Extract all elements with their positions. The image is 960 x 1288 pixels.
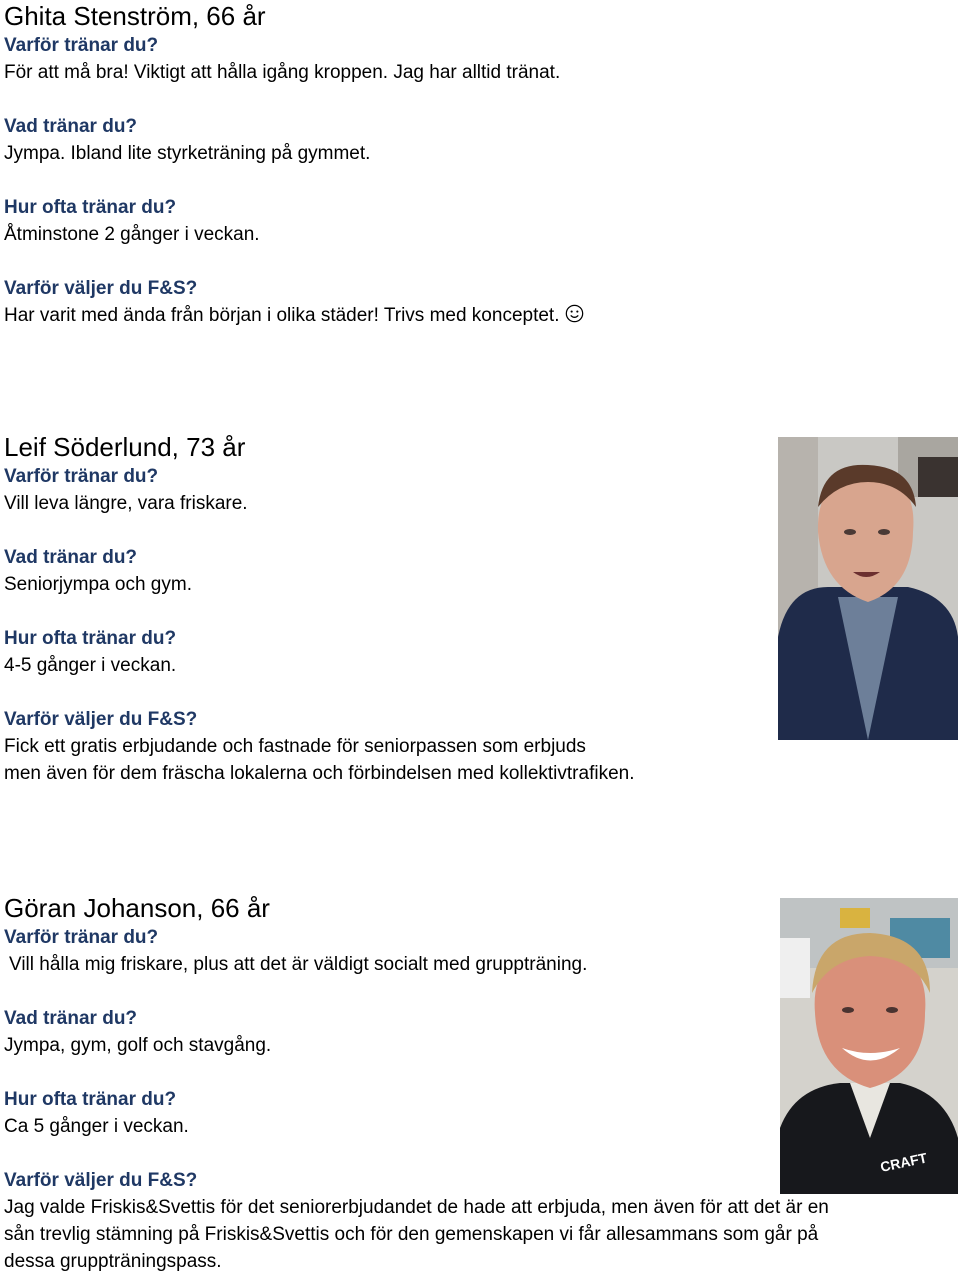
- answer-why-train: Vill hålla mig friskare, plus att det är väldigt socialt med gruppträning.: [9, 954, 588, 975]
- question-how-often: Hur ofta tränar du?: [4, 197, 177, 218]
- question-what-train: Vad tränar du?: [4, 1008, 138, 1029]
- portrait-photo-goran: [780, 898, 958, 1194]
- answer-why-fs-line-2: men även för dem fräscha lokalerna och förbindelsen med kollektivtrafiken.: [4, 763, 635, 784]
- answer-why-fs-text: Har varit med ända från början i olika städer! Trivs med konceptet.: [4, 305, 560, 326]
- answer-what-train: Jympa. Ibland lite styrketräning på gymmet.: [4, 143, 371, 164]
- question-why-train: Varför tränar du?: [4, 466, 159, 487]
- question-why-fs: Varför väljer du F&S?: [4, 709, 198, 730]
- answer-why-fs-line-1: Fick ett gratis erbjudande och fastnade för seniorpassen som erbjuds: [4, 736, 586, 757]
- answer-why-fs-line-2: sån trevlig stämning på Friskis&Svettis och för den gemenskapen vi får allesammans som går på: [4, 1224, 819, 1245]
- answer-how-often: 4-5 gånger i veckan.: [4, 655, 177, 676]
- person-name: Leif Söderlund, 73 år: [4, 432, 246, 462]
- answer-what-train: Jympa, gym, golf och stavgång.: [4, 1035, 272, 1056]
- question-how-often: Hur ofta tränar du?: [4, 1089, 177, 1110]
- answer-what-train: Seniorjympa och gym.: [4, 574, 192, 595]
- answer-why-train: För att må bra! Viktigt att hålla igång kroppen. Jag har alltid tränat.: [4, 62, 561, 83]
- question-why-fs: Varför väljer du F&S?: [4, 278, 198, 299]
- question-how-often: Hur ofta tränar du?: [4, 628, 177, 649]
- question-what-train: Vad tränar du?: [4, 116, 138, 137]
- answer-how-often: Ca 5 gånger i veckan.: [4, 1116, 189, 1137]
- question-why-fs: Varför väljer du F&S?: [4, 1170, 198, 1191]
- jacket-brand-text: CRAFT: [878, 1149, 929, 1175]
- smiley-face-icon: [565, 304, 584, 323]
- answer-why-fs-line-3: dessa gruppträningspass.: [4, 1251, 222, 1272]
- question-what-train: Vad tränar du?: [4, 547, 138, 568]
- person-name: Göran Johanson, 66 år: [4, 893, 270, 923]
- answer-why-fs: [4, 302, 954, 329]
- answer-why-train: Vill leva längre, vara friskare.: [4, 493, 248, 514]
- question-why-train: Varför tränar du?: [4, 35, 159, 56]
- portrait-photo-leif: [778, 437, 958, 740]
- answer-how-often: Åtminstone 2 gånger i veckan.: [4, 224, 260, 245]
- answer-why-fs-line-1: Jag valde Friskis&Svettis för det seniorerbjudandet de hade att erbjuda, men även för att det är en: [4, 1197, 829, 1218]
- question-why-train: Varför tränar du?: [4, 927, 159, 948]
- person-profile-ghita: [4, 0, 954, 329]
- person-name: Ghita Stenström, 66 år: [4, 1, 266, 31]
